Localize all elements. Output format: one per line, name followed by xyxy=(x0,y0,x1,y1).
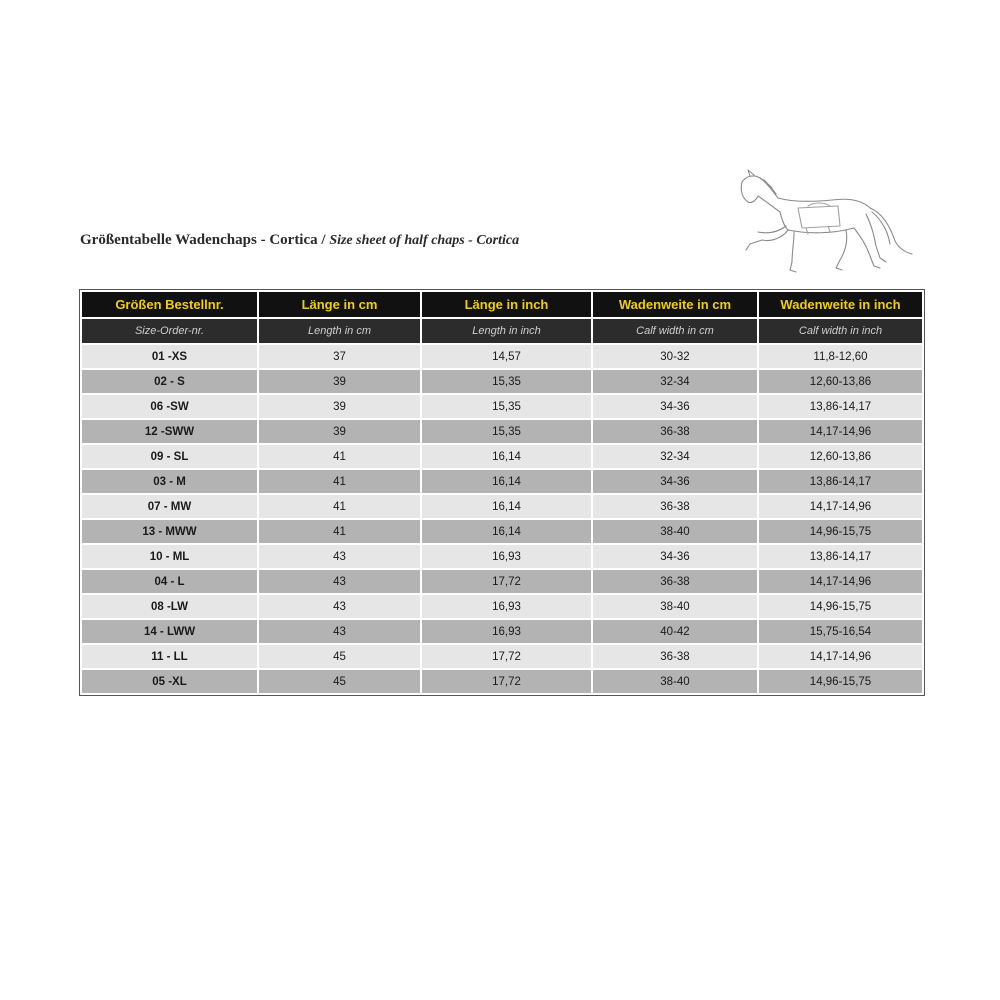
cell-length-inch: 16,93 xyxy=(421,544,592,569)
cell-length-cm: 45 xyxy=(258,644,421,669)
table-row xyxy=(81,469,923,494)
cell-calf-cm: 38-40 xyxy=(592,594,758,619)
cell-calf-inch: 11,8-12,60 xyxy=(758,344,923,369)
table-row xyxy=(81,669,923,694)
table-row xyxy=(81,519,923,544)
header-calf-width-cm: Wadenweite in cm xyxy=(592,291,758,318)
header-length-cm: Länge in cm xyxy=(258,291,421,318)
table-row xyxy=(81,394,923,419)
cell-calf-inch: 14,17-14,96 xyxy=(758,569,923,594)
cell-calf-inch: 12,60-13,86 xyxy=(758,369,923,394)
cell-calf-cm: 32-34 xyxy=(592,369,758,394)
cell-length-inch: 16,14 xyxy=(421,444,592,469)
cell-calf-inch: 14,17-14,96 xyxy=(758,419,923,444)
table-row xyxy=(81,619,923,644)
table-row xyxy=(81,569,923,594)
horse-sketch-icon xyxy=(728,168,918,278)
header-calf-width-inch: Wadenweite in inch xyxy=(758,291,923,318)
cell-size: 08 -LW xyxy=(81,594,258,619)
title-main: Größentabelle Wadenchaps - Cortica xyxy=(80,232,318,248)
cell-size: 13 - MWW xyxy=(81,519,258,544)
cell-calf-inch: 14,96-15,75 xyxy=(758,669,923,694)
subheader-calf-width-cm: Calf width in cm xyxy=(592,318,758,344)
cell-size: 10 - ML xyxy=(81,544,258,569)
cell-length-cm: 41 xyxy=(258,444,421,469)
cell-calf-cm: 34-36 xyxy=(592,394,758,419)
header-size-order: Größen Bestellnr. xyxy=(81,291,258,318)
table-row xyxy=(81,644,923,669)
cell-size: 04 - L xyxy=(81,569,258,594)
cell-size: 09 - SL xyxy=(81,444,258,469)
cell-calf-cm: 32-34 xyxy=(592,444,758,469)
table-subheader-row xyxy=(81,318,923,344)
cell-calf-inch: 14,96-15,75 xyxy=(758,519,923,544)
cell-size: 14 - LWW xyxy=(81,619,258,644)
cell-length-inch: 16,93 xyxy=(421,594,592,619)
cell-length-inch: 17,72 xyxy=(421,669,592,694)
cell-length-cm: 43 xyxy=(258,544,421,569)
table-header-row xyxy=(81,291,923,318)
cell-calf-inch: 13,86-14,17 xyxy=(758,469,923,494)
subheader-calf-width-inch: Calf width in inch xyxy=(758,318,923,344)
cell-calf-cm: 38-40 xyxy=(592,519,758,544)
cell-size: 05 -XL xyxy=(81,669,258,694)
cell-size: 01 -XS xyxy=(81,344,258,369)
cell-length-cm: 41 xyxy=(258,469,421,494)
cell-size: 06 -SW xyxy=(81,394,258,419)
cell-length-inch: 15,35 xyxy=(421,419,592,444)
cell-calf-cm: 38-40 xyxy=(592,669,758,694)
table-row xyxy=(81,444,923,469)
cell-length-inch: 16,93 xyxy=(421,619,592,644)
table-row xyxy=(81,419,923,444)
header-length-inch: Länge in inch xyxy=(421,291,592,318)
table-row xyxy=(81,594,923,619)
cell-size: 02 - S xyxy=(81,369,258,394)
subheader-length-cm: Length in cm xyxy=(258,318,421,344)
cell-length-inch: 15,35 xyxy=(421,394,592,419)
cell-length-inch: 15,35 xyxy=(421,369,592,394)
cell-calf-cm: 36-38 xyxy=(592,494,758,519)
cell-calf-cm: 36-38 xyxy=(592,419,758,444)
cell-size: 03 - M xyxy=(81,469,258,494)
table-row xyxy=(81,494,923,519)
cell-length-cm: 43 xyxy=(258,594,421,619)
cell-calf-inch: 14,96-15,75 xyxy=(758,594,923,619)
cell-length-cm: 39 xyxy=(258,369,421,394)
cell-length-inch: 16,14 xyxy=(421,494,592,519)
cell-length-cm: 39 xyxy=(258,419,421,444)
cell-calf-cm: 30-32 xyxy=(592,344,758,369)
cell-size: 11 - LL xyxy=(81,644,258,669)
cell-calf-cm: 36-38 xyxy=(592,569,758,594)
cell-size: 12 -SWW xyxy=(81,419,258,444)
cell-calf-inch: 13,86-14,17 xyxy=(758,544,923,569)
cell-length-cm: 41 xyxy=(258,519,421,544)
subheader-length-inch: Length in inch xyxy=(421,318,592,344)
table-row xyxy=(81,544,923,569)
cell-length-cm: 37 xyxy=(258,344,421,369)
table-row xyxy=(81,369,923,394)
table-row xyxy=(81,344,923,369)
cell-calf-inch: 14,17-14,96 xyxy=(758,494,923,519)
title-separator: / xyxy=(321,232,326,248)
cell-size: 07 - MW xyxy=(81,494,258,519)
cell-length-cm: 39 xyxy=(258,394,421,419)
cell-length-inch: 16,14 xyxy=(421,519,592,544)
cell-calf-inch: 12,60-13,86 xyxy=(758,444,923,469)
title-subtitle: Size sheet of half chaps - Cortica xyxy=(329,233,520,248)
cell-length-cm: 41 xyxy=(258,494,421,519)
page-title xyxy=(80,232,519,249)
cell-length-inch: 16,14 xyxy=(421,469,592,494)
cell-calf-cm: 40-42 xyxy=(592,619,758,644)
cell-calf-cm: 34-36 xyxy=(592,544,758,569)
size-table xyxy=(80,290,924,695)
cell-length-inch: 14,57 xyxy=(421,344,592,369)
cell-calf-inch: 14,17-14,96 xyxy=(758,644,923,669)
cell-length-cm: 43 xyxy=(258,569,421,594)
subheader-size-order: Size-Order-nr. xyxy=(81,318,258,344)
cell-calf-inch: 15,75-16,54 xyxy=(758,619,923,644)
cell-length-cm: 45 xyxy=(258,669,421,694)
cell-length-cm: 43 xyxy=(258,619,421,644)
cell-calf-cm: 36-38 xyxy=(592,644,758,669)
cell-calf-cm: 34-36 xyxy=(592,469,758,494)
cell-length-inch: 17,72 xyxy=(421,569,592,594)
cell-length-inch: 17,72 xyxy=(421,644,592,669)
cell-calf-inch: 13,86-14,17 xyxy=(758,394,923,419)
